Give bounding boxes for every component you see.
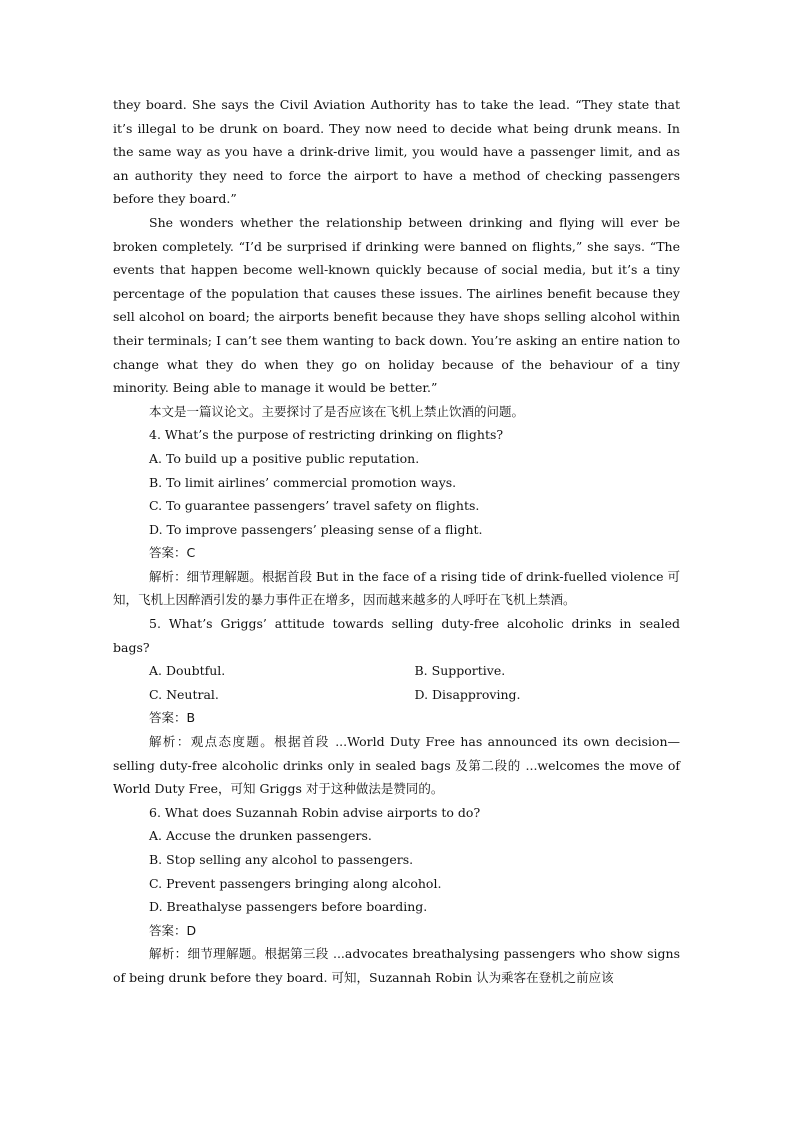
passage-summary: 本文是一篇议论文。主要探讨了是否应该在飞机上禁止饮酒的问题。 (149, 403, 525, 419)
document-page (113, 93, 680, 990)
question-5: 5. What’s Griggs’ attitude towards selling duty-free alcoholic drinks in sealed bags? (113, 616, 680, 655)
passage-paragraph-2: She wonders whether the relationship between drinking and flying will ever be broken completely. “I’d be surprised if drinking were banned on flights,” she says. “The events that happen become well-known quickly because of social media, but it’s a tiny percentage of the population that causes these issues. The airlines benefit because they sell alcohol on board; the airports benefit because they have shops selling alcohol within their terminals; I can’t see them wanting to back down. You’re asking an entire nation to change what they do when they go on holiday because of the behaviour of a tiny minority. Being able to manage it would be better.” (113, 214, 680, 396)
q4-answer: 答案：C (149, 545, 196, 561)
q6-answer: 答案：D (149, 922, 197, 938)
q5-option-a: A. Doubtful. (149, 663, 226, 679)
q5-option-b: B. Supportive. (414, 663, 506, 679)
q5-option-c: C. Neutral. (149, 686, 219, 702)
q5-analysis: 解析：观点态度题。根据首段 ...World Duty Free has announced its own decision—selling duty-free alcoholic drinks only in sealed bags 及第二段的 ...welcomes the move of World Duty Free，可知 Griggs 对于这种做法是赞同的。 (113, 734, 680, 797)
question-6: 6. What does Suzannah Robin advise airports to do? (149, 804, 481, 820)
question-4: 4. What’s the purpose of restricting drinking on flights? (149, 427, 504, 443)
q6-option-b: B. Stop selling any alcohol to passengers. (149, 852, 414, 867)
q4-option-c: C. To guarantee passengers’ travel safety on flights. (149, 498, 480, 514)
q6-analysis: 解析：细节理解题。根据第三段 ...advocates breathalysing passengers who show signs of being drunk before they board. 可知，Suzannah Robin 认为乘客在登机之前应该 (113, 946, 680, 985)
passage-paragraph-1: they board. She says the Civil Aviation Authority has to take the lead. “They state that it’s illegal to be drunk on board. They now need to decide what being drunk means. In the same way as you have a drink-drive limit, you would have a passenger limit, and as an authority they need to force the airport to have a method of checking passengers before they board.” (113, 97, 680, 207)
q4-option-b: B. To limit airlines’ commercial promotion ways. (149, 474, 457, 490)
q5-answer: 答案：B (149, 710, 196, 726)
q4-analysis: 解析：细节理解题。根据首段 But in the face of a rising tide of drink-fuelled violence 可知，飞机上因醉酒引发的暴力事件正在增多，因而越来越多的人呼吁在飞机上禁酒。 (113, 568, 680, 608)
q5-option-d: D. Disapproving. (414, 686, 521, 702)
q6-option-a: A. Accuse the drunken passengers. (149, 828, 372, 844)
q4-option-a: A. To build up a positive public reputation. (149, 450, 420, 466)
q6-option-c: C. Prevent passengers bringing along alcohol. (149, 875, 442, 891)
q5-options-row-2 (113, 683, 680, 707)
q5-options-row-1 (113, 659, 680, 683)
q4-option-d: D. To improve passengers’ pleasing sense of a flight. (149, 521, 483, 537)
q6-option-d: D. Breathalyse passengers before boarding. (149, 899, 428, 915)
